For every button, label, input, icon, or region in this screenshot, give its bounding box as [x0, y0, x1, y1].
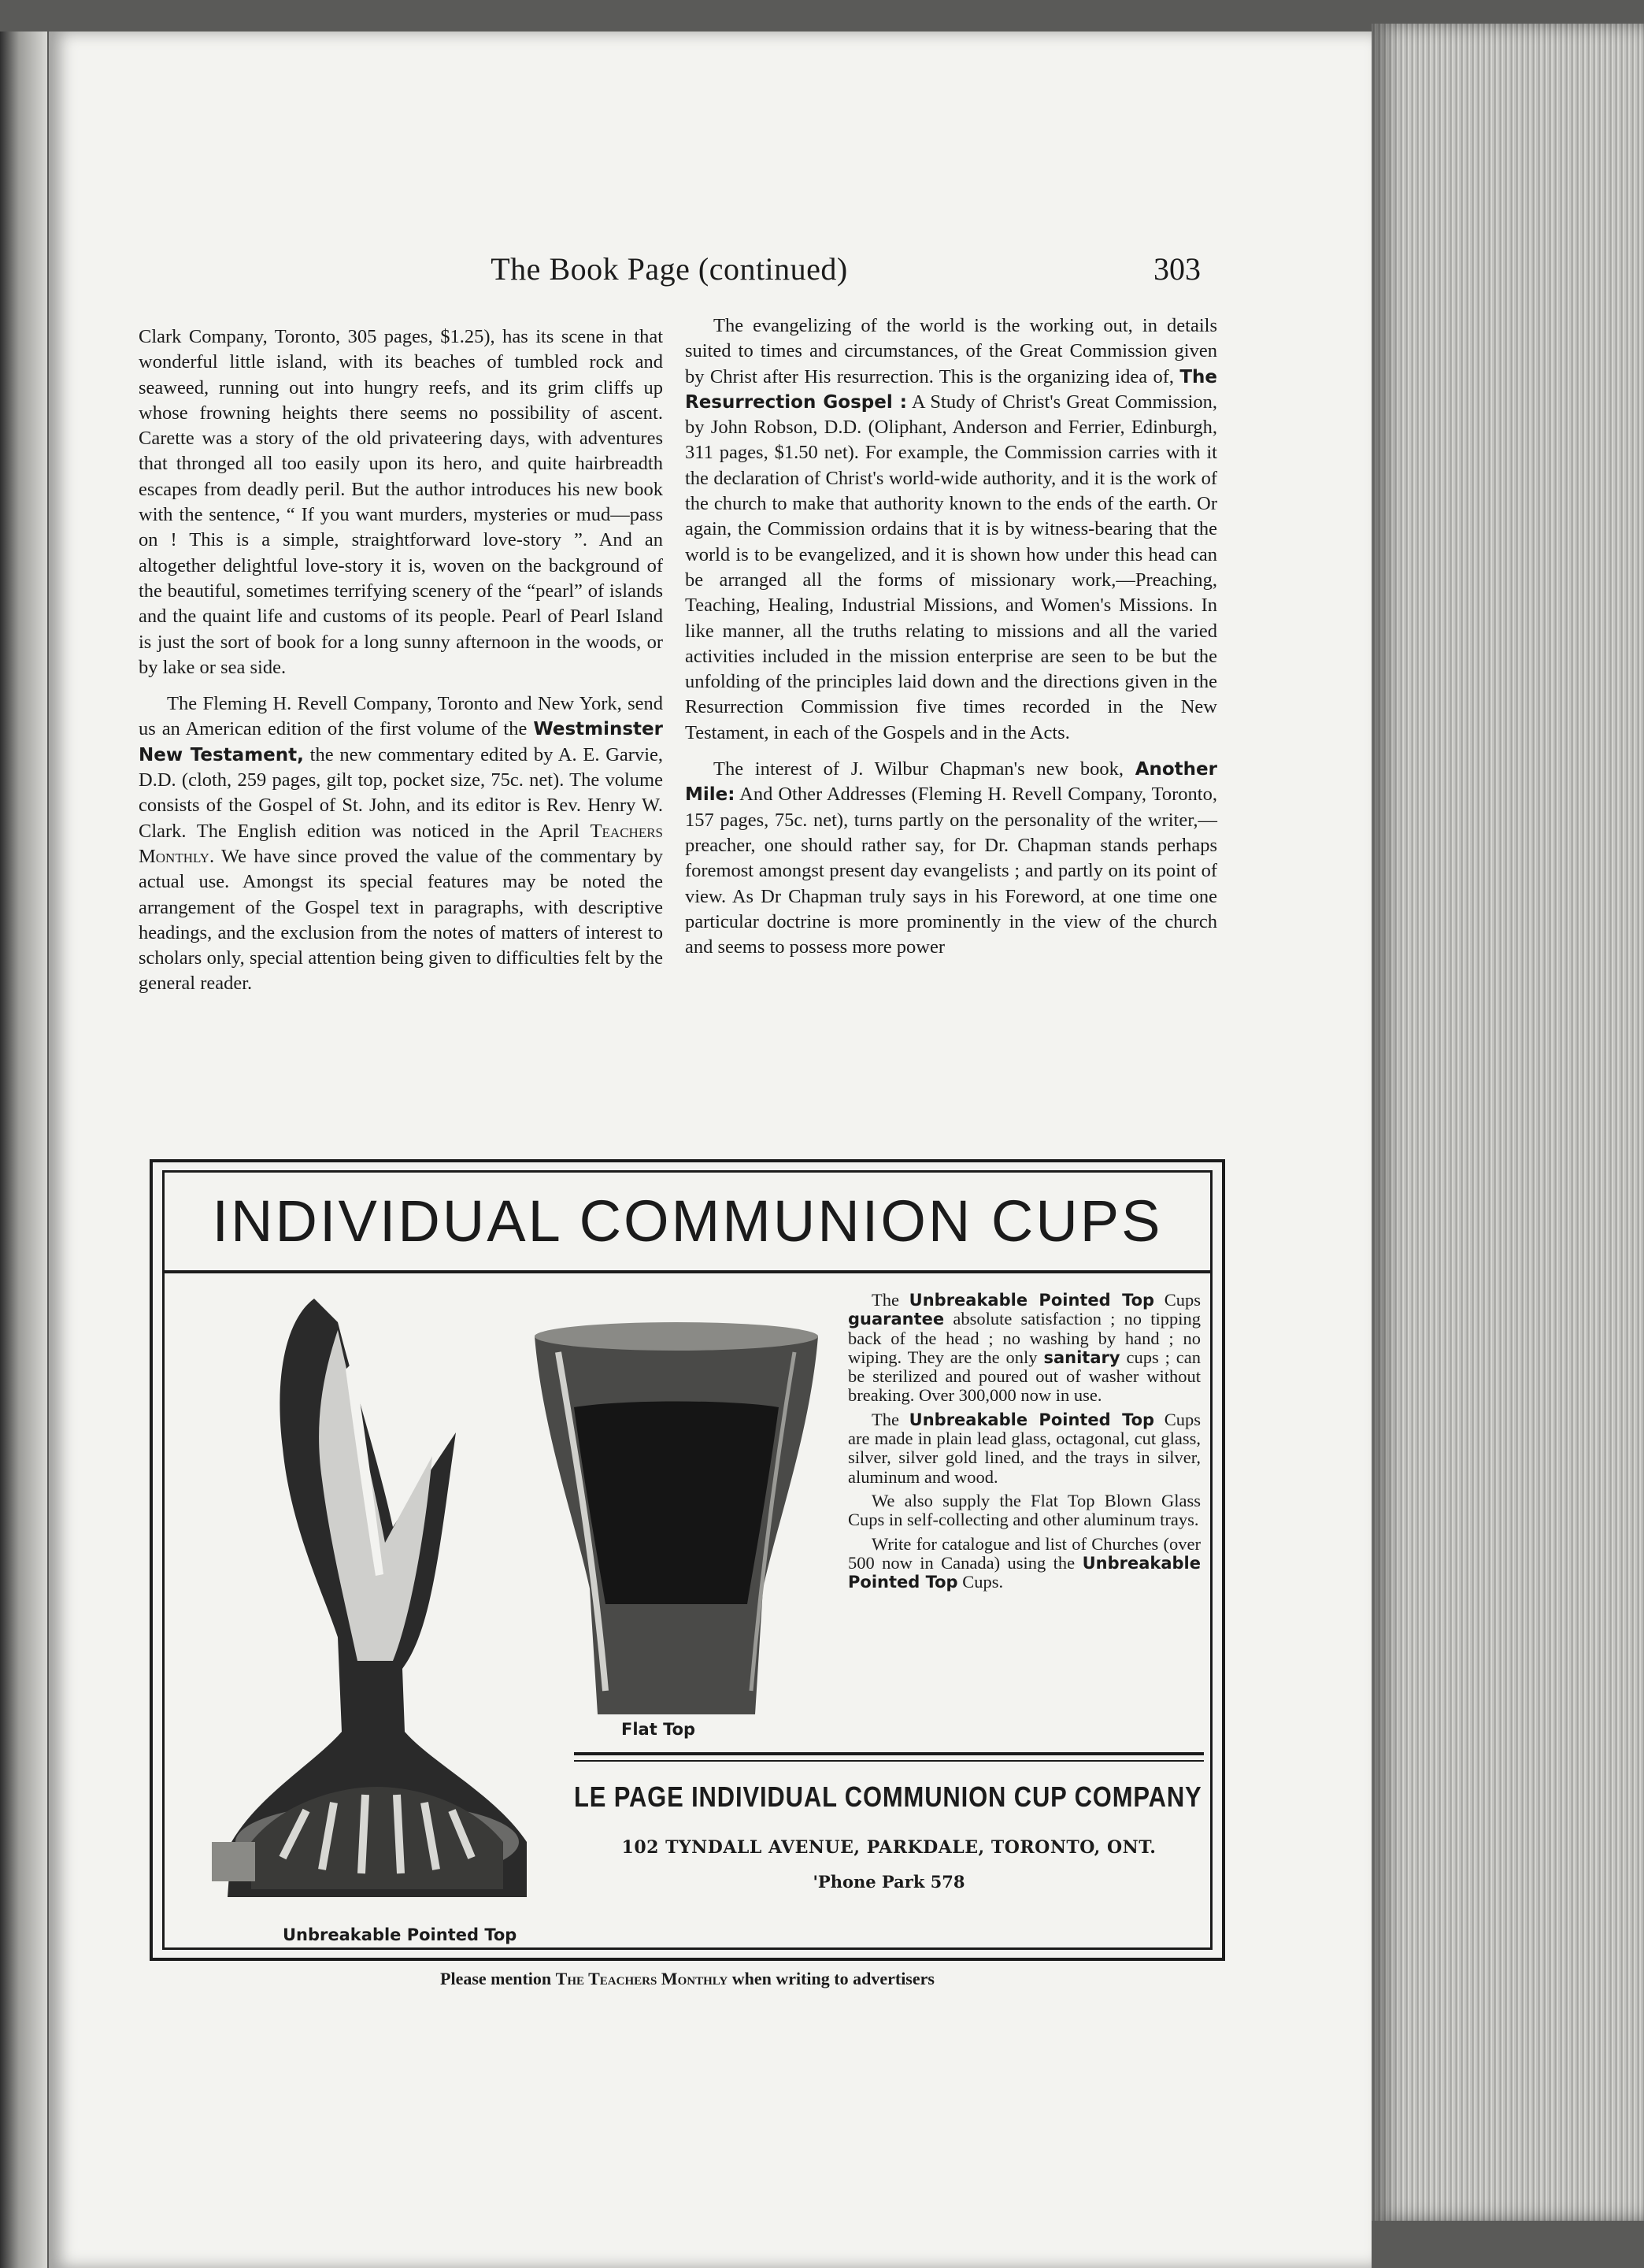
text-run: absolute satisfaction ; no tipping back of the head ; no washing by hand ; no wiping. They are the only [848, 1309, 1201, 1367]
text-run: The [872, 1290, 909, 1310]
ad-paragraph-4 [848, 1535, 1201, 1592]
advertisement [150, 1159, 1225, 1961]
ad-paragraph-2 [848, 1410, 1201, 1487]
left-column [139, 324, 663, 1008]
text-run: The interest of J. Wilbur Chapman's new book, [713, 758, 1135, 780]
text-run: . We have since proved the value of the commentary by actual use. Amongst its special features may be noted the arrangement of the Gospel text in paragraphs, with descriptive headings, and the exclusion from the notes of matters of interest to scholars only, special attention being given to difficulties felt by the general reader. [139, 845, 663, 995]
text-run: Cups [1154, 1290, 1201, 1310]
right-column [685, 313, 1217, 971]
text-run: Unbreakable Pointed Top [909, 1291, 1155, 1310]
company-name: LE PAGE INDIVIDUAL COMMUNION CUP COMPANY [574, 1781, 1202, 1813]
text-run: Please mention [440, 1969, 556, 1988]
text-run: Unbreakable Pointed Top [848, 1553, 1201, 1592]
caption-pointed-top: Unbreakable Pointed Top [283, 1925, 517, 1944]
text-run: The [872, 1409, 909, 1429]
ad-body-text [848, 1291, 1201, 1596]
right-paragraph-1 [685, 313, 1217, 746]
divider-rule [574, 1752, 1204, 1755]
text-run: A Study of Christ's Great Commission, by John Robson, D.D. (Oliphant, Anderson and Ferrier, Edinburgh, 311 pages, $1.50 net). For example, the Commission carries with it the declaration of Christ's world-wide authority, and it is the work of the church to make that authority known to the ends of the earth. Or again, the Commission ordains that it is by witness-bearing that the world is to be evangelized, and it is shown how under this head can be arranged all the forms of missionary work,—Preaching, Teaching, Healing, Industrial Missions, and Women's Missions. In like manner, all the truths relating to missions and all the varied activities included in the mission enterprise are seen to be but the unfolding of the principles laid down and the directions given in the Resurrection Commission five times recorded in the New Testament, in each of the Gospels and in the Acts. [685, 391, 1217, 743]
book-title-resurrection: The Resurrection Gospel : [685, 366, 1217, 413]
text-run: Unbreakable Pointed Top [909, 1410, 1155, 1429]
text-run: Write for catalogue and list of Churches (over 500 now in Canada) using the [848, 1533, 1201, 1573]
left-page-edge [0, 32, 47, 2268]
advertiser-notice [150, 1969, 1225, 1989]
text-run: sanitary [1043, 1347, 1120, 1367]
text-run: Cups. [957, 1572, 1004, 1592]
ad-paragraph-3: We also supply the Flat Top Blown Glass Cups in self-collecting and other aluminum trays. [848, 1490, 1201, 1530]
ad-paragraph-1 [848, 1291, 1201, 1406]
magazine-name: Teachers Monthly [139, 820, 663, 867]
company-phone: 'Phone Park 578 [813, 1872, 965, 1892]
company-address: 102 TYNDALL AVENUE, PARKDALE, TORONTO, ONT. [621, 1837, 1157, 1858]
ad-title: INDIVIDUAL COMMUNION CUPS [165, 1173, 1210, 1273]
book-title-westminster: Westminster New Testament, [139, 719, 663, 765]
text-run: And Other Addresses (Fleming H. Revell Company, Toronto, 157 pages, 75c. net), turns partly on the personality of the writer,—preacher, one should rather say, for Dr. Chapman stands perhaps foremost amongst present day evangelists ; and partly on its point of view. As Dr Chapman truly says in his Foreword, at one time one particular doctrine is more prominently in the view of the church and seems to possess more power [685, 784, 1217, 958]
text-run: cups ; can be sterilized and poured out of washer without breaking. Over 300,000 now in use. [848, 1347, 1202, 1406]
magazine-name: The Teachers Monthly [555, 1969, 728, 1988]
right-paragraph-2 [685, 757, 1217, 960]
running-head: The Book Page (continued) [491, 251, 848, 287]
divider-rule-thin [574, 1760, 1204, 1762]
flat-top-cup-illustration [527, 1321, 826, 1730]
page-stack-edge [1372, 24, 1644, 2221]
text-run: guarantee [848, 1310, 945, 1329]
text-run: the new commentary edited by A. E. Garvie, D.D. (cloth, 259 pages, gilt top, pocket size, 75c. net). The volume consists of the Gospel of St. John, and its editor is Rev. Henry W. Clark. The English edition was noticed in the April [139, 743, 663, 842]
text-run: when writing to advertisers [728, 1969, 935, 1988]
left-paragraph-2 [139, 691, 663, 997]
text-run: The Fleming H. Revell Company, Toronto and New York, send us an American edition of the first volume of the [139, 693, 663, 740]
page-number: 303 [1153, 251, 1201, 287]
text-run: The evangelizing of the world is the working out, in details suited to times and circumstances, of the Great Commission given by Christ after His resurrection. This is the organizing idea of, [685, 315, 1217, 387]
left-paragraph-1: Clark Company, Toronto, 305 pages, $1.25), has its scene in that wonderful little island, with its beaches of tumbled rock and seaweed, running out into hungry reefs, and its grim cliffs up whose frowning heights there seems no possibility of ascent. Carette was a story of the old privateering days, with adventures that thronged all too easily upon its hero, and quite hairbreadth escapes from deadly peril. But the author introduces his new book with the sentence, “ If you want murders, mysteries or mud—pass on ! This is a simple, straightforward love-story ”. And an altogether delightful love-story it is, woven on the background of the beautiful, sometimes terrifying scenery of the “pearl” of islands and the quaint life and customs of its people. Pearl of Pearl Island is just the sort of book for a long sunny afternoon in the woods, or by lake or sea side. [139, 326, 663, 678]
caption-flat-top: Flat Top [621, 1720, 696, 1739]
book-title-another-mile: Another Mile: [685, 759, 1217, 806]
advertisement-frame [162, 1170, 1213, 1950]
pointed-top-cup-illustration [196, 1291, 566, 1913]
text-run: Cups are made in plain lead glass, octagonal, cut glass, silver, silver gold lined, and the trays in silver, aluminum and wood. [848, 1409, 1201, 1487]
